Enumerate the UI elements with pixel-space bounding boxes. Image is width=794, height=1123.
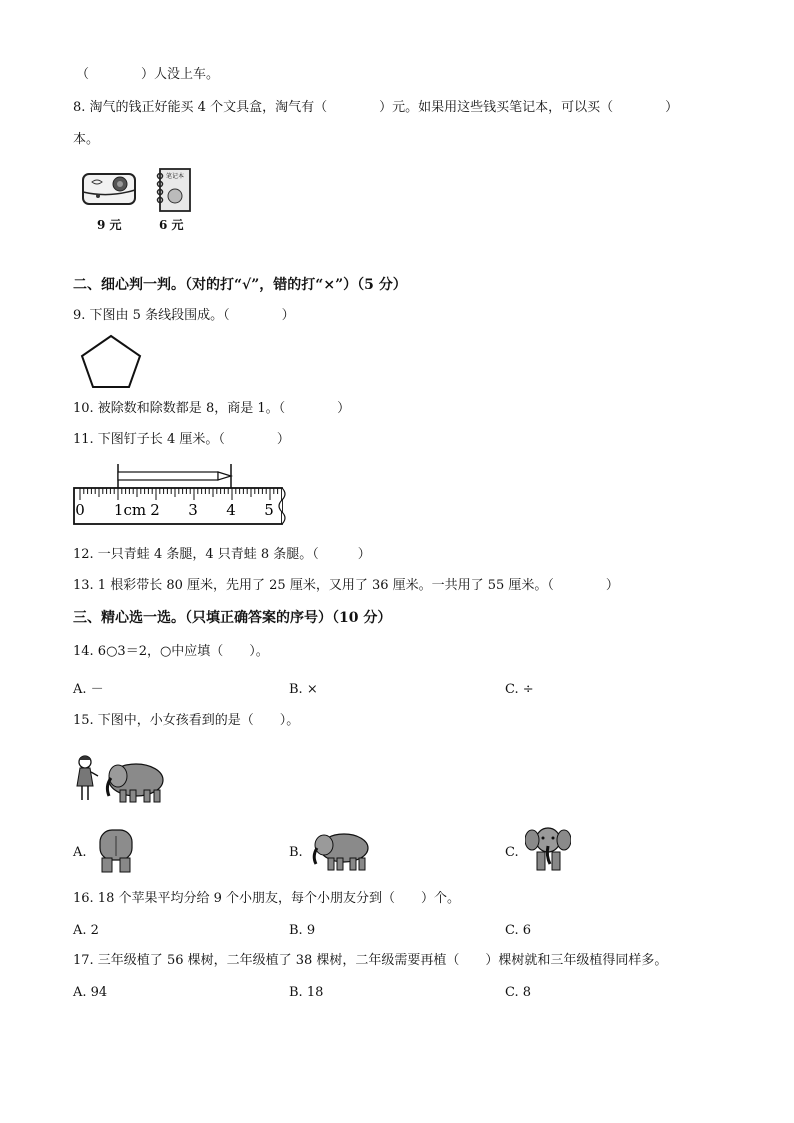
q7-tail: （ ）人没上车。 xyxy=(76,67,220,82)
pencil-case-price: 9 元 xyxy=(97,218,122,232)
q13-stem: 13. 1 根彩带长 80 厘米，先用了 25 厘米，又用了 36 厘米。一共用了 55 厘米。（ ） xyxy=(73,578,619,593)
ruler-label-0: 0 xyxy=(75,501,85,519)
ruler-with-nail-figure xyxy=(72,462,288,532)
q14-option-b: B. × xyxy=(289,682,318,697)
elephant-front-view-picture xyxy=(525,824,571,880)
q16-option-c: C. 6 xyxy=(505,923,532,938)
q10-stem: 10. 被除数和除数都是 8，商是 1。（ ） xyxy=(73,401,351,416)
q15-stem: 15. 下图中，小女孩看到的是（ ）。 xyxy=(73,713,300,728)
q11-stem: 11. 下图钉子长 4 厘米。（ ） xyxy=(73,432,290,447)
q15-option-b: B. xyxy=(289,845,303,860)
q17-stem: 17. 三年级植了 56 棵树，二年级植了 38 棵树，二年级需要再植（ ）棵树就和三年级植得同样多。 xyxy=(73,953,668,968)
q16-stem: 16. 18 个苹果平均分给 9 个小朋友，每个小朋友分到（ ）个。 xyxy=(73,891,461,906)
ruler-label-1: 1cm xyxy=(113,501,147,519)
notebook-picture xyxy=(154,166,194,218)
q17-option-c: C. 8 xyxy=(505,985,532,1000)
q12-stem: 12. 一只青蛙 4 条腿，4 只青蛙 8 条腿。（ ） xyxy=(73,547,371,562)
section2-title: 二、细心判一判。（对的打“√”，错的打“×”）（5 分） xyxy=(73,277,407,293)
q14-option-c: C. ÷ xyxy=(505,682,534,697)
section3-title: 三、精心选一选。（只填正确答案的序号）（10 分） xyxy=(73,610,392,626)
q14-option-a: A. － xyxy=(73,682,104,697)
pentagon-figure xyxy=(78,332,144,394)
girl-and-elephant-picture xyxy=(74,752,170,810)
q17-option-a: A. 94 xyxy=(73,985,108,1000)
elephant-rear-view-picture xyxy=(94,826,138,880)
q9-stem: 9. 下图由 5 条线段围成。（ ） xyxy=(73,308,295,323)
q16-option-a: A. 2 xyxy=(73,923,99,938)
q15-option-a: A. xyxy=(73,845,87,860)
ruler-label-2: 2 xyxy=(150,501,160,519)
ruler-label-5: 5 xyxy=(264,501,274,519)
q8-line1: 8. 淘气的钱正好能买 4 个文具盒，淘气有（ ）元。如果用这些钱买笔记本，可以买（ ） xyxy=(73,100,679,115)
elephant-side-view-picture xyxy=(310,828,372,878)
q14-stem: 14. 6○3＝2，○中应填（ ）。 xyxy=(73,644,269,659)
notebook-price: 6 元 xyxy=(159,218,184,232)
q15-option-c: C. xyxy=(505,845,519,860)
ruler-label-3: 3 xyxy=(188,501,198,519)
q16-option-b: B. 9 xyxy=(289,923,316,938)
ruler-label-4: 4 xyxy=(226,501,236,519)
notebook-cover-text: 笔记本 xyxy=(165,173,185,180)
q8-line2: 本。 xyxy=(73,132,100,147)
q17-option-b: B. 18 xyxy=(289,985,324,1000)
pencil-case-picture xyxy=(80,168,140,216)
